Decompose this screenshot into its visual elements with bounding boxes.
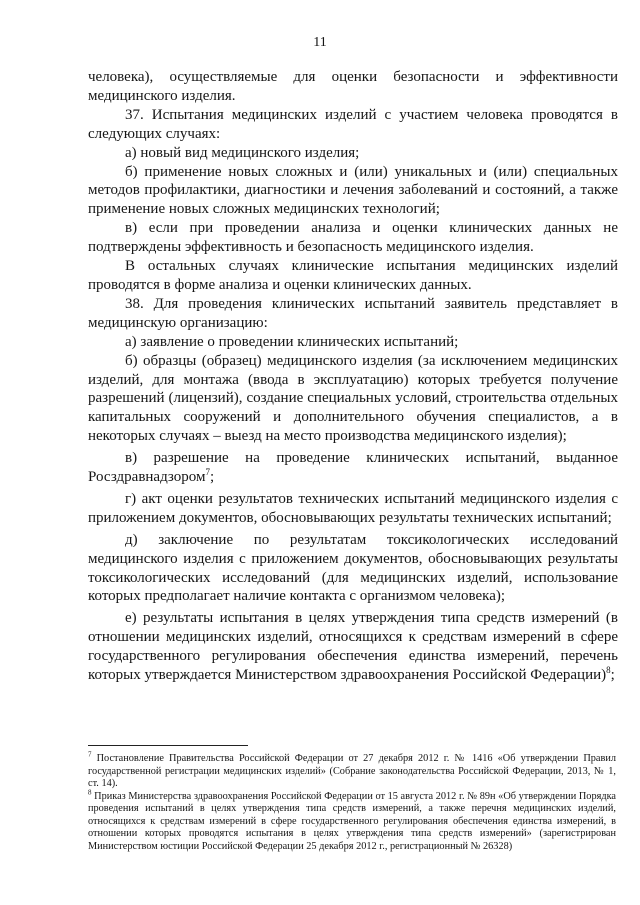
footnote-7-text: Постановление Правительства Российской Федерации от 27 декабря 2012 г. № 1416 «Об утверждении Правил государственной регистрации медицинских изделий» (Собрание законодательства Российской Федерации, 2013, № 1, ст. 14). [88, 753, 616, 789]
item-38-e [88, 609, 618, 685]
page-number: 11 [313, 35, 327, 50]
item-38-a: а) заявление о проведении клинических испытаний; [125, 333, 459, 350]
footnote-ref-7[interactable]: 7 [205, 467, 210, 478]
footnote-ref-8[interactable]: 8 [606, 665, 611, 676]
item-37-b: б) применение новых сложных и (или) уникальных и (или) специальных методов профилактики, диагностики и лечения заболеваний и состояний, а также применение новых сложных медицинских технологий; [88, 163, 618, 218]
footnote-8-number: 8 [88, 788, 92, 797]
footnote-8-text: Приказ Министерства здравоохранения Российской Федерации от 15 августа 2012 г. № 89н «Об утверждении Порядка проведения испытаний в целях утверждения типа средств измерений, а также перечня медицинских изделий, относящихся к средствам измерений в сфере государственного регулирования обеспечения единства измерений, в отношении которых проводятся испытания в целях утверждения типа средств измерений» (зарегистрирован Министерством юстиции Российской Федерации 25 декабря 2012 г., регистрационный № 26328) [88, 790, 616, 852]
item-38-g: г) акт оценки результатов технических испытаний медицинского изделия с приложением документов, обосновывающих результаты технических испытаний; [88, 490, 618, 526]
footnote-8 [88, 788, 616, 854]
item-38-b: б) образцы (образец) медицинского изделия (за исключением медицинских изделий, для монтажа (ввода в эксплуатацию) которых требуется получение разрешений (лицензий), создание специальных условий, строительства отдельных капитальных сооружений и дополнительного обучения специалистов, а в некоторых случаях – выезд на место производства медицинского изделия); [88, 352, 618, 445]
paragraph-other-cases: В остальных случаях клинические испытания медицинских изделий проводятся в форме анализа и оценки клинических данных. [88, 258, 618, 293]
main-text [88, 68, 618, 685]
footnotes [88, 750, 616, 853]
paragraph-38: 38. Для проведения клинических испытаний заявитель представляет в медицинскую организацию: [88, 295, 618, 331]
footnote-7 [88, 750, 616, 791]
item-37-a: а) новый вид медицинского изделия; [125, 144, 360, 161]
item-38-e-text: е) результаты испытания в целях утверждения типа средств измерений (в отношении медицинских изделий, относящихся к средствам измерений в сфере государственного регулирования обеспечения единства измерений, перечень которых утверждается Министерством здравоохранения Российской Федерации) [88, 610, 618, 684]
footnote-separator [88, 745, 248, 746]
paragraph-continuation: человека), осуществляемые для оценки безопасности и эффективности медицинского изделия. [88, 69, 618, 104]
item-38-v [88, 449, 618, 487]
item-38-v-tail: ; [209, 469, 215, 486]
paragraph-37: 37. Испытания медицинских изделий с участием человека проводятся в следующих случаях: [88, 106, 618, 142]
footnote-7-number: 7 [88, 750, 92, 759]
item-37-v: в) если при проведении анализа и оценки клинических данных не подтверждены эффективность и безопасность медицинского изделия. [88, 220, 618, 256]
item-38-d: д) заключение по результатам токсикологических исследований медицинского изделия с приложением документов, обосновывающих результаты токсикологических исследований (для медицинских изделий, использование которых предполагает наличие контакта с организмом человека); [88, 531, 618, 605]
item-38-e-tail: ; [610, 667, 615, 684]
item-38-v-text: в) разрешение на проведение клинических испытаний, выданное Росздравнадзором [88, 450, 618, 486]
